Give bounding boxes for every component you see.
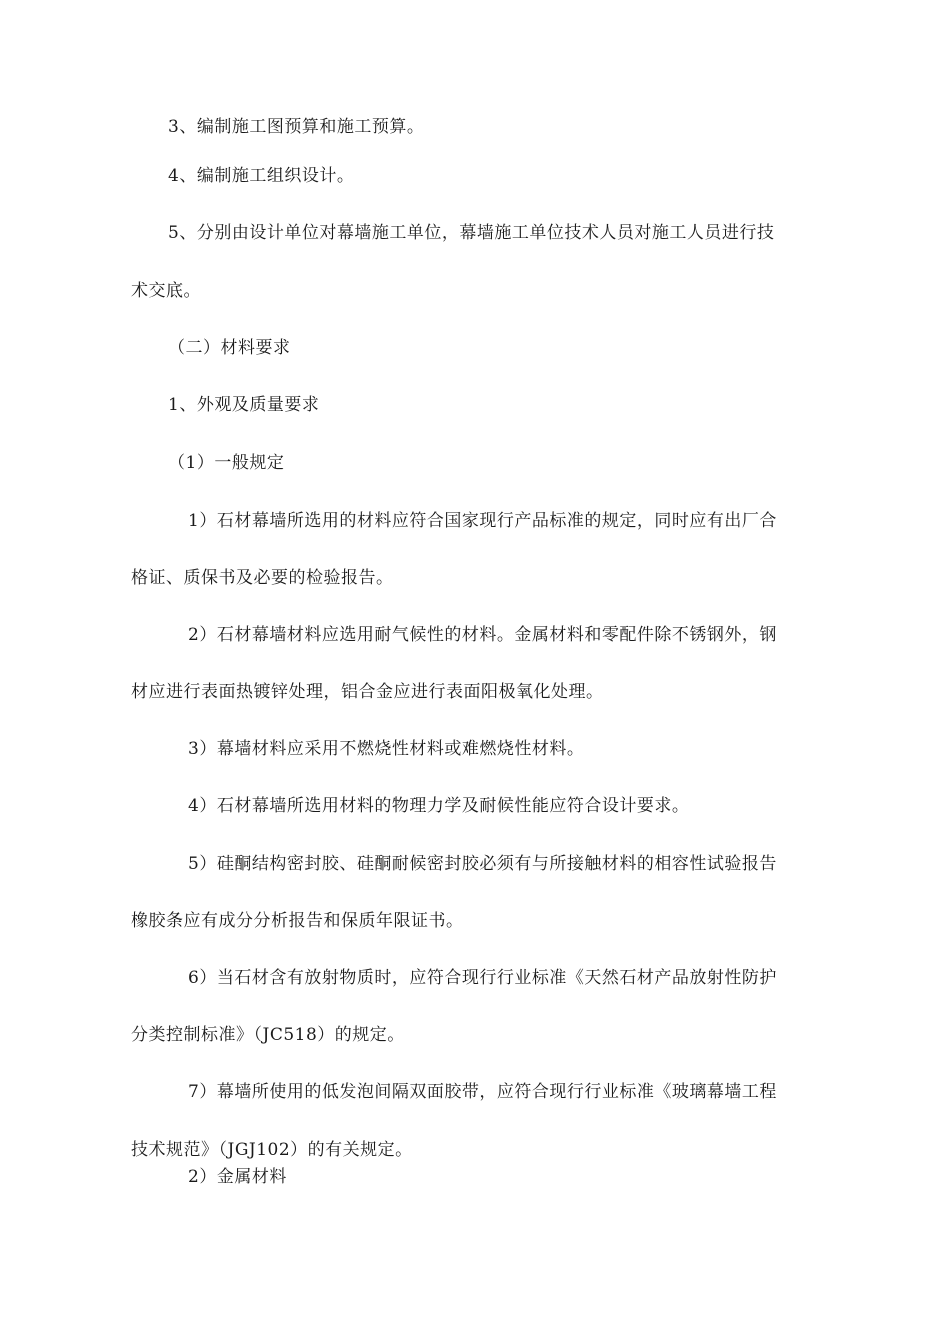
text-line: 分类控制标准》（JC518）的规定。 — [131, 1025, 405, 1045]
text-line: 橡胶条应有成分分析报告和保质年限证书。 — [131, 911, 464, 931]
text-line: 4）石材幕墙所选用材料的物理力学及耐候性能应符合设计要求。 — [188, 796, 690, 816]
text-line: 1）石材幕墙所选用的材料应符合国家现行产品标准的规定，同时应有出厂合 — [188, 511, 777, 531]
text-line: 技术规范》（JGJ102）的有关规定。 — [131, 1140, 413, 1160]
text-line: 5、分别由设计单位对幕墙施工单位，幕墙施工单位技术人员对施工人员进行技 — [168, 223, 775, 243]
text-line: 7）幕墙所使用的低发泡间隔双面胶带，应符合现行行业标准《玻璃幕墙工程 — [188, 1082, 777, 1102]
text-line: 5）硅酮结构密封胶、硅酮耐候密封胶必须有与所接触材料的相容性试验报告 — [188, 854, 777, 874]
text-line: 3、编制施工图预算和施工预算。 — [168, 117, 425, 137]
subsection-heading: 1、外观及质量要求 — [168, 395, 320, 415]
text-line: 术交底。 — [131, 281, 201, 301]
text-line: 2）金属材料 — [188, 1167, 287, 1187]
text-line: 3）幕墙材料应采用不燃烧性材料或难燃烧性材料。 — [188, 739, 585, 759]
subsection-heading: （1）一般规定 — [168, 453, 285, 473]
text-line: 2）石材幕墙材料应选用耐气候性的材料。金属材料和零配件除不锈钢外，钢 — [188, 625, 777, 645]
text-line: 格证、质保书及必要的检验报告。 — [131, 568, 394, 588]
section-heading: （二）材料要求 — [168, 338, 291, 358]
text-line: 4、编制施工组织设计。 — [168, 166, 355, 186]
text-line: 6）当石材含有放射物质时，应符合现行行业标准《天然石材产品放射性防护 — [188, 968, 777, 988]
text-line: 材应进行表面热镀锌处理，铝合金应进行表面阳极氧化处理。 — [131, 682, 604, 702]
